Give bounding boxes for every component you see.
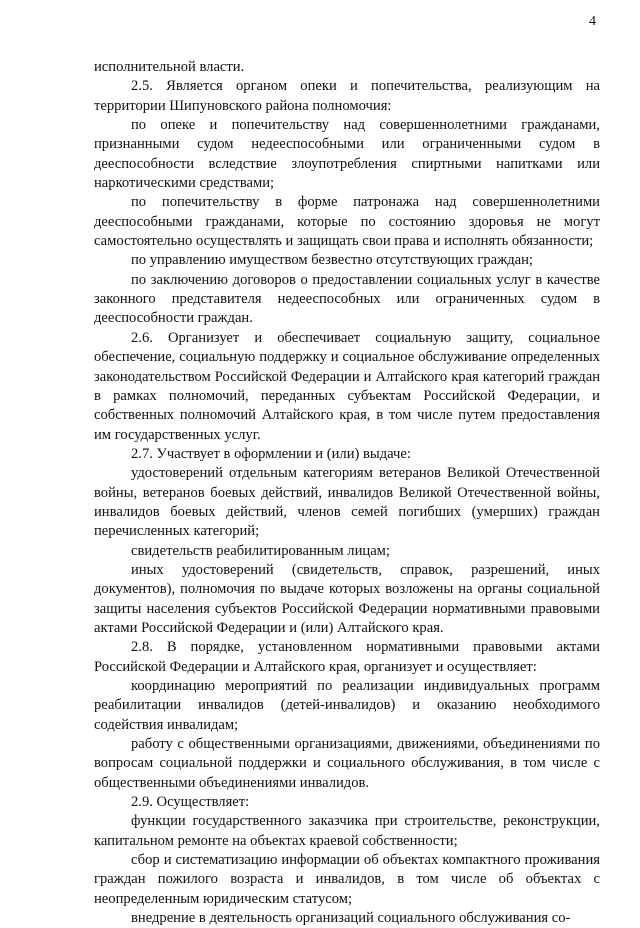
paragraph: исполнительной власти. — [94, 59, 245, 75]
paragraph: внедрение в деятельность организаций социального обслуживания со- — [131, 910, 571, 927]
paragraph: функции государственного заказчика при строительстве, реконструкции, капитальном ремонте на объектах краевой собственности; — [94, 813, 600, 849]
paragraph: 2.9. Осуществляет: — [131, 794, 250, 811]
paragraph: удостоверений отдельным категориям ветеранов Великой Отечественной войны, ветеранов боевых действий, инвалидов Великой Отечественной войны, инвалидов боевых действий, членов семей погибших (умерших) граждан перечисленных категорий; — [94, 465, 600, 540]
paragraph: работу с общественными организациями, движениями, объединениями по вопросам социальной поддержки и социального обслуживания, в том числе с общественными объединениями инвалидов. — [94, 736, 600, 791]
paragraph: сбор и систематизацию информации об объектах компактного проживания граждан пожилого возраста и инвалидов, в том числе об объектах с неопределенным юридическим статусом; — [94, 852, 600, 907]
paragraph: по управлению имуществом безвестно отсутствующих граждан; — [131, 252, 533, 269]
document-body — [94, 58, 600, 928]
paragraph: свидетельств реабилитированным лицам; — [131, 542, 390, 559]
paragraph: иных удостоверений (свидетельств, справок, разрешений, иных документов), полномочия по выдаче которых возложены на органы социальной защиты населения субъектов Российской Федерации нормативными правовыми актами Российской Федерации и (или) Алтайского края. — [94, 561, 600, 636]
paragraph: по попечительству в форме патронажа над совершеннолетними дееспособными гражданами, которые по состоянию здоровья не могут самостоятельно осуществлять и защищать свои права и исполнять обязанности; — [94, 194, 600, 250]
page-number: 4 — [589, 14, 596, 29]
paragraph: по опеке и попечительству над совершеннолетними гражданами, признанными судом недееспособными или ограниченными судом в дееспособности вследствие злоупотребления спиртными напитками или наркотическими средствами; — [94, 117, 600, 192]
paragraph: координацию мероприятий по реализации индивидуальных программ реабилитации инвалидов (детей-инвалидов) и оказанию необходимого содействия инвалидам; — [94, 678, 600, 733]
paragraph: 2.5. Является органом опеки и попечительства, реализующим на территории Шипуновского района полномочия: — [94, 78, 600, 114]
paragraph: 2.8. В порядке, установленном нормативными правовыми актами Российской Федерации и Алтайского края, организует и осуществляет: — [94, 639, 600, 675]
paragraph: 2.7. Участвует в оформлении и (или) выдаче: — [131, 445, 411, 462]
paragraph: по заключению договоров о предоставлении социальных услуг в качестве законного представителя недееспособных или ограниченных судом в дееспособности граждан. — [94, 271, 600, 327]
paragraph: 2.6. Организует и обеспечивает социальную защиту, социальное обеспечение, социальную поддержку и социальное обслуживание определенных законодательством Российской Федерации и Алтайского края категорий граждан в рамках полномочий, переданных субъектам Российской Федерации, и собственных полномочий Алтайского края, в том числе путем предоставления им государственных услуг. — [94, 329, 600, 443]
